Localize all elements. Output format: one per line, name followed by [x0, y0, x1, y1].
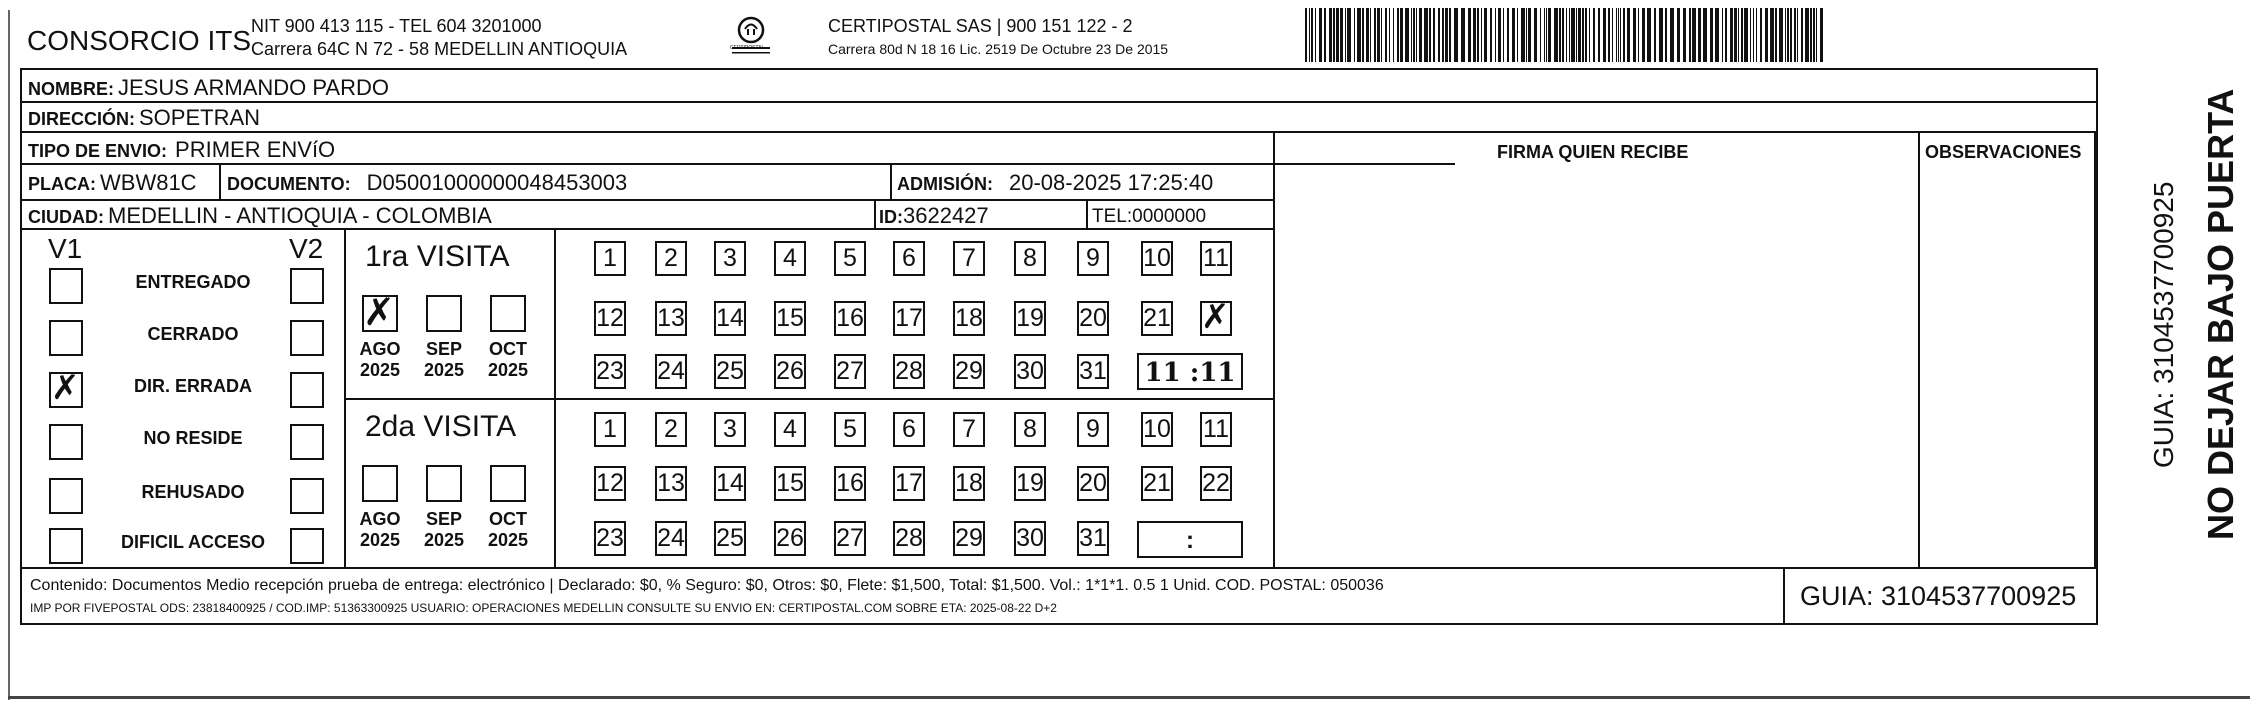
year-label: 2025	[359, 530, 401, 550]
day-box[interactable]: 8	[1014, 412, 1046, 447]
day-box[interactable]: 2	[655, 241, 687, 276]
tel-row: TEL:0000000	[1092, 206, 1207, 227]
admision-value: 20-08-2025 17:25:40	[1009, 170, 1214, 195]
id-value: 3622427	[903, 203, 989, 228]
day-box[interactable]: 18	[953, 301, 985, 336]
warning-text: NO DEJAR BAJO PUERTA	[2200, 88, 2241, 540]
visit2-title: 2da VISITA	[365, 410, 517, 443]
day-box[interactable]: 20	[1077, 466, 1109, 501]
month-checkbox[interactable]	[426, 465, 462, 502]
day-box[interactable]: 12	[594, 466, 626, 501]
firma-header: FIRMA QUIEN RECIBE	[1497, 142, 1689, 162]
day-box[interactable]: 11	[1200, 412, 1232, 447]
v2-checkbox[interactable]	[290, 372, 324, 408]
day-box[interactable]: 3	[714, 412, 746, 447]
ciudad-value: MEDELLIN - ANTIOQUIA - COLOMBIA	[108, 203, 492, 228]
v2-checkbox[interactable]	[290, 528, 324, 564]
id-row: ID:3622427	[879, 203, 989, 228]
placa-value: WBW81C	[100, 170, 197, 195]
v2-checkbox[interactable]	[290, 320, 324, 356]
day-box[interactable]: 9	[1077, 412, 1109, 447]
day-box[interactable]: 27	[834, 521, 866, 556]
day-box[interactable]: 15	[774, 466, 806, 501]
day-box[interactable]: 1	[594, 412, 626, 447]
month-label: SEP	[425, 339, 463, 359]
v1-checkbox[interactable]	[49, 478, 83, 514]
ciudad-row: CIUDAD: MEDELLIN - ANTIOQUIA - COLOMBIA	[28, 203, 492, 228]
day-box[interactable]: 5	[834, 241, 866, 276]
status-option-label: DIR. ERRADA	[133, 376, 252, 396]
day-box[interactable]: 4	[774, 412, 806, 447]
day-box[interactable]: 10	[1141, 241, 1173, 276]
nombre-row: NOMBRE: JESUS ARMANDO PARDO	[28, 75, 389, 100]
footer-guia: GUIA: 3104537700925	[1800, 581, 2077, 611]
day-box[interactable]: 25	[714, 354, 746, 389]
v1-checkbox[interactable]	[49, 320, 83, 356]
day-box[interactable]: 21	[1141, 301, 1173, 336]
day-box[interactable]: 1	[594, 241, 626, 276]
observaciones-header: OBSERVACIONES	[1925, 142, 2082, 162]
contenido-text: Contenido: Documentos Medio recepción prueba de entrega: electrónico | Declarado: $0, % Seguro: $0, Otros: $0, Flete: $1,500, Total: $1,500. Vol.: 1*1*1. 0.5 1 Unid. COD. POSTAL: 050036	[30, 577, 1384, 594]
v2-label: V2	[289, 233, 324, 264]
side-guia: GUIA: 3104537700925	[2148, 181, 2179, 468]
day-box[interactable]: 24	[655, 521, 687, 556]
company-nit-tel: NIT 900 413 115 - TEL 604 3201000	[251, 16, 542, 36]
imp-text: IMP POR FIVEPOSTAL ODS: 23818400925 / COD.IMP: 51363300925 USUARIO: OPERACIONES MEDELLIN CONSULTE SU ENVIO EN: CERTIPOSTAL.COM SOBRE ETA: 2025-08-22 D+2	[30, 601, 1057, 615]
scan-edge-bottom	[8, 696, 2250, 699]
v1-label: V1	[48, 233, 83, 264]
day-box[interactable]: 11	[1200, 241, 1232, 276]
year-label: 2025	[359, 360, 401, 380]
day-box[interactable]: 27	[834, 354, 866, 389]
documento-value: D05001000000048453003	[366, 170, 628, 195]
documento-row: DOCUMENTO: D05001000000048453003	[227, 170, 628, 195]
carrier-address: Carrera 80d N 18 16 Lic. 2519 De Octubre 23 De 2015	[828, 41, 1169, 57]
tipo-envio-value: PRIMER ENVíO	[175, 137, 336, 162]
day-box[interactable]: 23	[594, 521, 626, 556]
visit1-time-box	[1137, 353, 1243, 390]
v2-checkbox[interactable]	[290, 268, 324, 304]
admision-row: ADMISIÓN: 20-08-2025 17:25:40	[897, 170, 1214, 195]
v2-checkbox[interactable]	[290, 424, 324, 460]
day-box[interactable]: 16	[834, 466, 866, 501]
day-box[interactable]: 15	[774, 301, 806, 336]
day-box[interactable]: 14	[714, 301, 746, 336]
status-option-label: REHUSADO	[141, 482, 245, 502]
barcode	[1305, 8, 1823, 62]
day-box[interactable]: 7	[953, 412, 985, 447]
day-box[interactable]: 18	[953, 466, 985, 501]
check-mark-icon: ✗	[363, 290, 395, 334]
visit1-time: 11 :11	[1144, 358, 1236, 388]
day-box[interactable]: 6	[893, 241, 925, 276]
certipostal-logo: CERTIPOSTAL	[728, 14, 774, 58]
v2-checkbox[interactable]	[290, 478, 324, 514]
day-box[interactable]: 17	[893, 466, 925, 501]
status-option-label: CERRADO	[147, 324, 239, 344]
direccion-row: DIRECCIÓN: SOPETRAN	[28, 105, 261, 130]
day-box[interactable]: 21	[1141, 466, 1173, 501]
day-box[interactable]: 9	[1077, 241, 1109, 276]
day-box[interactable]: 29	[953, 354, 985, 389]
carrier-name: CERTIPOSTAL SAS | 900 151 122 - 2	[828, 16, 1133, 36]
day-box[interactable]: 24	[655, 354, 687, 389]
scan-edge-left	[8, 10, 10, 700]
year-label: 2025	[487, 530, 529, 550]
status-option-label: DIFICIL ACCESO	[120, 532, 265, 552]
day-box[interactable]: 29	[953, 521, 985, 556]
day-box[interactable]: 30	[1014, 354, 1046, 389]
company-address: Carrera 64C N 72 - 58 MEDELLIN ANTIOQUIA	[251, 39, 628, 59]
month-label: AGO	[359, 509, 401, 529]
status-option-label: NO RESIDE	[143, 428, 243, 448]
day-box[interactable]: 22	[1200, 466, 1232, 501]
day-box[interactable]: 19	[1014, 301, 1046, 336]
day-box[interactable]: 30	[1014, 521, 1046, 556]
month-checkbox[interactable]	[490, 465, 526, 502]
day-box[interactable]: 14	[714, 466, 746, 501]
company-name: CONSORCIO ITS	[27, 25, 252, 56]
day-box[interactable]: 2	[655, 412, 687, 447]
day-box[interactable]: 7	[953, 241, 985, 276]
day-box[interactable]: 13	[655, 301, 687, 336]
day-box[interactable]: 12	[594, 301, 626, 336]
visit1-title: 1ra VISITA	[365, 240, 510, 273]
visit2-time: :	[1186, 527, 1194, 554]
status-option-label: ENTREGADO	[135, 272, 251, 292]
day-box[interactable]: 26	[774, 521, 806, 556]
month-checkbox[interactable]	[362, 465, 398, 502]
month-checkbox[interactable]	[490, 295, 526, 332]
day-box[interactable]: 28	[893, 354, 925, 389]
day-box[interactable]: 10	[1141, 412, 1173, 447]
month-label: OCT	[489, 509, 527, 529]
day-box[interactable]: 13	[655, 466, 687, 501]
direccion-value: SOPETRAN	[139, 105, 261, 130]
day-box[interactable]: 31	[1077, 354, 1109, 389]
tel-value: 0000000	[1132, 206, 1207, 227]
tipo-envio-row: TIPO DE ENVIO: PRIMER ENVíO	[28, 137, 336, 162]
day-box[interactable]: 28	[893, 521, 925, 556]
day-box[interactable]: 5	[834, 412, 866, 447]
month-checkbox[interactable]	[426, 295, 462, 332]
month-label: OCT	[489, 339, 527, 359]
day-box[interactable]: 8	[1014, 241, 1046, 276]
year-label: 2025	[487, 360, 529, 380]
nombre-value: JESUS ARMANDO PARDO	[118, 75, 389, 100]
v1-checkbox[interactable]	[49, 528, 83, 564]
day-box[interactable]: 3	[714, 241, 746, 276]
placa-row: PLACA: WBW81C	[28, 170, 197, 195]
year-label: 2025	[423, 530, 465, 550]
check-mark-icon: ✗	[51, 368, 80, 408]
v1-checkbox[interactable]	[49, 424, 83, 460]
day-box[interactable]: 17	[893, 301, 925, 336]
day-box[interactable]: 25	[714, 521, 746, 556]
month-label: SEP	[425, 509, 463, 529]
day-box[interactable]: 4	[774, 241, 806, 276]
day-box[interactable]: 23	[594, 354, 626, 389]
check-mark-icon: ✗	[1201, 297, 1230, 337]
visit2-time-box	[1137, 521, 1243, 558]
day-box[interactable]: 6	[893, 412, 925, 447]
day-box[interactable]: 26	[774, 354, 806, 389]
day-box[interactable]: 16	[834, 301, 866, 336]
year-label: 2025	[423, 360, 465, 380]
day-box[interactable]: 31	[1077, 521, 1109, 556]
v1-checkbox[interactable]	[49, 268, 83, 304]
day-box[interactable]: 19	[1014, 466, 1046, 501]
month-label: AGO	[359, 339, 401, 359]
day-box[interactable]: 20	[1077, 301, 1109, 336]
